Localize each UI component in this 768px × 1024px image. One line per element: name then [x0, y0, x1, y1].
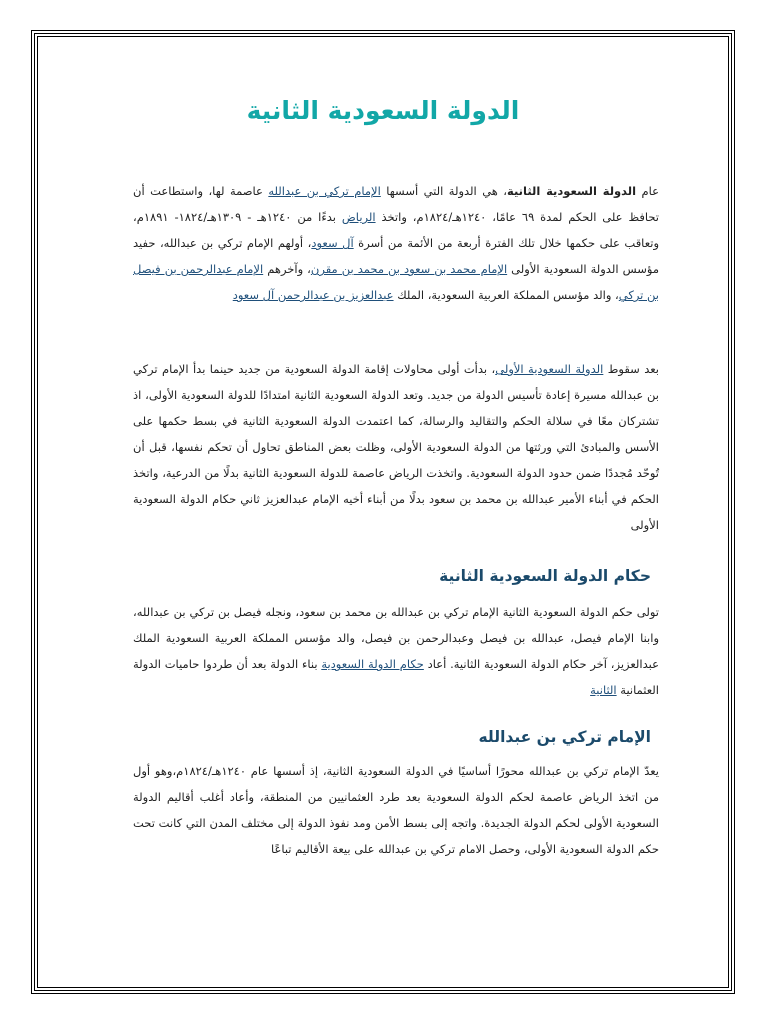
link-riyadh[interactable]: الرياض: [341, 210, 376, 224]
rulers-text-2: بناء الدولة بعد أن طردوا حاميات الدولة العثمانية: [133, 657, 659, 697]
link-imam-muhammad[interactable]: الإمام محمد بن سعود بن محمد بن مقرن: [310, 262, 508, 276]
intro-text-6: ، وآخرهم: [263, 262, 311, 276]
link-first-saudi-state[interactable]: الدولة السعودية الأولى: [495, 362, 604, 376]
intro-text-5: ، أولهم الإمام تركي بن عبدالله، حفيد مؤسس الدولة السعودية الأولى: [133, 236, 659, 276]
history-text-1: بعد سقوط: [603, 362, 659, 376]
rulers-paragraph: [133, 599, 659, 703]
imam-turki-heading: الإمام تركي بن عبدالله: [478, 728, 651, 746]
document-page: [31, 30, 735, 994]
page-title: الدولة السعودية الثانية: [246, 96, 520, 125]
intro-paragraph: [133, 178, 659, 308]
intro-text-2: ، هي الدولة التي أسسها: [380, 184, 508, 198]
imam-turki-paragraph: يعدّ الإمام تركي بن عبدالله محورًا أساسيًا في الدولة السعودية الثانية، إذ أسسها عام ١٢٤٠هـ/١٨٢٤م،وهو أول من اتخذ الرياض عاصمة لحكم الدولة السعودية بعد طرد العثمانيين من المنطقة، وأعاد أغلب أقاليم الدولة السعودية الأولى لحكم الدولة الجديدة. واتجه إلى بسط الأمن ومد نفوذ الدولة إلى مختلف المدن التي كانت تحت حكم الدولة السعودية الأولى، وحصل الامام تركي بن عبدالله على بيعة الأقاليم تباعًا: [133, 764, 659, 856]
rulers-heading: حكام الدولة السعودية الثانية: [439, 567, 651, 585]
history-text-2: ، بدأت أولى محاولات إقامة الدولة السعودية من جديد حينما بدأ الإمام تركي بن عبدالله مسيرة إعادة تأسيس الدولة من جديد. وتعد الدولة السعودية الثانية امتدادًا للدولة السعودية الأولى، اذ تشتركان معًا في سلالة الحكم والتقاليد والرسالة، كما اعتمدت الدولة السعودية الثانية في بسط حكمها على الأسس والمبادئ التي ورثتها من الدولة السعودية الأولى، وظلت بعض المناطق تحاول أن تحكم نفسها، قبل أن تُوحّد مُجددًا ضمن حدود الدولة السعودية. واتخذت الرياض عاصمة للدولة السعودية الثانية بدلًا من الدرعية، واتخذ الحكم في أبناء الأمير عبدالله بن محمد بن سعود بدلًا من أبناء أخيه الإمام عبدالعزيز ثاني حكام الدولة السعودية الأولى: [133, 362, 659, 532]
intro-text-3: عاصمة لها، واستطاعت أن تحافظ على الحكم لمدة ٦٩ عامًا، ١٢٤٠هـ/١٨٢٤م، واتخذ: [133, 184, 659, 224]
intro-text-1: عام: [636, 184, 659, 198]
history-paragraph: [133, 356, 659, 538]
link-al-saud[interactable]: آل سعود: [311, 236, 354, 250]
intro-bold-term: الدولة السعودية الثانية: [507, 184, 637, 198]
link-imam-abdulrahman[interactable]: الإمام عبدالرحمن بن فيصل بن تركي: [133, 262, 659, 302]
link-rulers-saudi-state[interactable]: حكام الدولة السعودية: [321, 657, 424, 671]
link-second[interactable]: الثانية: [590, 683, 617, 697]
link-imam-turki[interactable]: الإمام تركي بن عبدالله: [268, 184, 381, 198]
intro-text-4: بدءًا من ١٢٤٠هـ - ١٣٠٩هـ/١٨٢٤- ١٨٩١م، وتعاقب على حكمها خلال تلك الفترة أربعة من الأئمة من أسرة: [133, 210, 659, 250]
link-king-abdulaziz[interactable]: عبدالعزيز بن عبدالرحمن آل سعود: [232, 288, 394, 302]
intro-text-7: ، والد مؤسس المملكة العربية السعودية، الملك: [393, 288, 619, 302]
rulers-text-1: تولى حكم الدولة السعودية الثانية الإمام تركي بن عبدالله بن محمد بن سعود، ونجله فيصل بن تركي بن عبدالله، وابنا الإمام فيصل، عبدالله بن فيصل وعبدالرحمن بن فيصل، والد مؤسس المملكة العربية السعودية الملك عبدالعزيز، آخر حكام الدولة السعودية الثانية. أعاد: [133, 605, 659, 671]
